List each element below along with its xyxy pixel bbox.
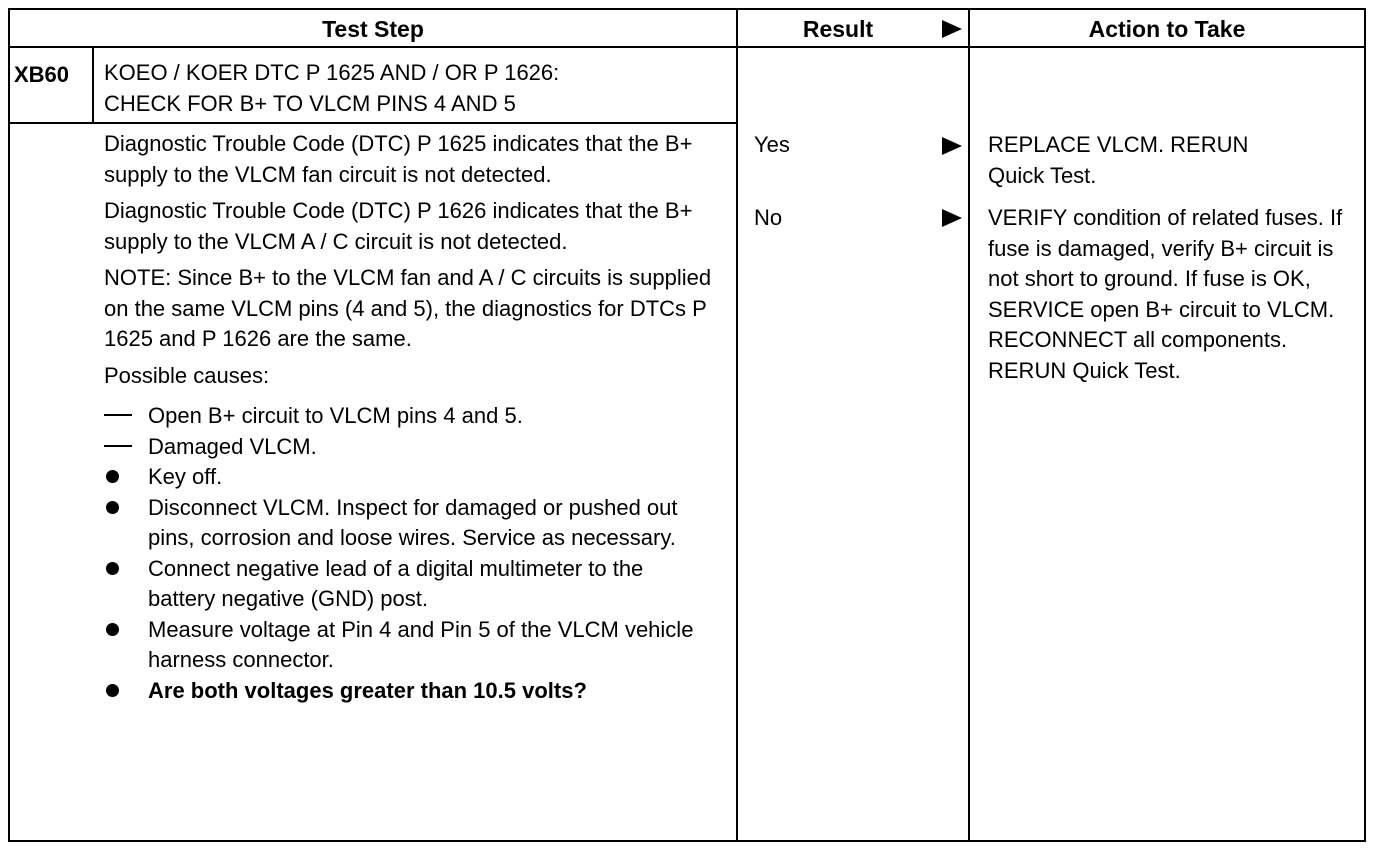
bullet-icon: [106, 623, 119, 636]
list-item: Key off.: [104, 462, 714, 493]
bullet-icon: [106, 684, 119, 697]
result-yes-action: REPLACE VLCM. RERUN Quick Test.: [988, 132, 1249, 188]
dash-icon: [104, 445, 132, 447]
step-id-divider: [92, 48, 94, 124]
list-item: Measure voltage at Pin 4 and Pin 5 of the VLCM vehicle harness connector.: [104, 615, 714, 676]
step-title: [104, 58, 734, 119]
step-body: [104, 129, 714, 706]
test-question: Are both voltages greater than 10.5 volts?: [148, 677, 587, 703]
bullet-icon: [106, 501, 119, 514]
list-item: Open B+ circuit to VLCM pins 4 and 5.: [104, 401, 714, 432]
step-id: XB60: [14, 62, 70, 87]
causes-list: [104, 401, 714, 706]
bullet-icon: [106, 470, 119, 483]
result-no-label: No: [754, 205, 783, 230]
dtc-p1626-description: Diagnostic Trouble Code (DTC) P 1626 indicates that the B+ supply to the VLCM A / C circuit is not detected.: [104, 198, 693, 254]
result-arrow-icon: [942, 20, 962, 38]
note-paragraph: NOTE: Since B+ to the VLCM fan and A / C circuits is supplied on the same VLCM pins (4 and 5), the diagnostics for DTCs P 1625 and P 1626 are the same.: [104, 265, 712, 351]
step-title-line2: CHECK FOR B+ TO VLCM PINS 4 AND 5: [104, 90, 516, 116]
dash-icon: [104, 414, 132, 416]
header-action: Action to Take: [1088, 16, 1246, 42]
header-test-step: Test Step: [322, 16, 424, 42]
result-arrow-icon: [942, 137, 962, 155]
list-item: [104, 676, 714, 707]
header-result: Result: [802, 16, 874, 42]
list-item: Disconnect VLCM. Inspect for damaged or pushed out pins, corrosion and loose wires. Service as necessary.: [104, 493, 714, 554]
possible-causes-heading: Possible causes:: [104, 362, 270, 388]
column-divider-action: [968, 10, 970, 840]
column-divider-result: [736, 10, 738, 840]
bullet-icon: [106, 562, 119, 575]
dtc-p1625-description: Diagnostic Trouble Code (DTC) P 1625 indicates that the B+ supply to the VLCM fan circuit is not detected.: [104, 131, 693, 187]
list-item: Connect negative lead of a digital multimeter to the battery negative (GND) post.: [104, 554, 714, 615]
result-no-action: VERIFY condition of related fuses. If fuse is damaged, verify B+ circuit is not short to ground. If fuse is OK, SERVICE open B+ circuit to VLCM. RECONNECT all components. RERUN Quick Test.: [988, 205, 1343, 383]
step-title-line1: KOEO / KOER DTC P 1625 AND / OR P 1626:: [104, 60, 560, 85]
test-step-table: [8, 8, 1366, 842]
result-arrow-icon: [942, 209, 962, 227]
list-item: Damaged VLCM.: [104, 432, 714, 463]
title-divider: [10, 122, 736, 124]
result-yes-label: Yes: [754, 132, 790, 157]
